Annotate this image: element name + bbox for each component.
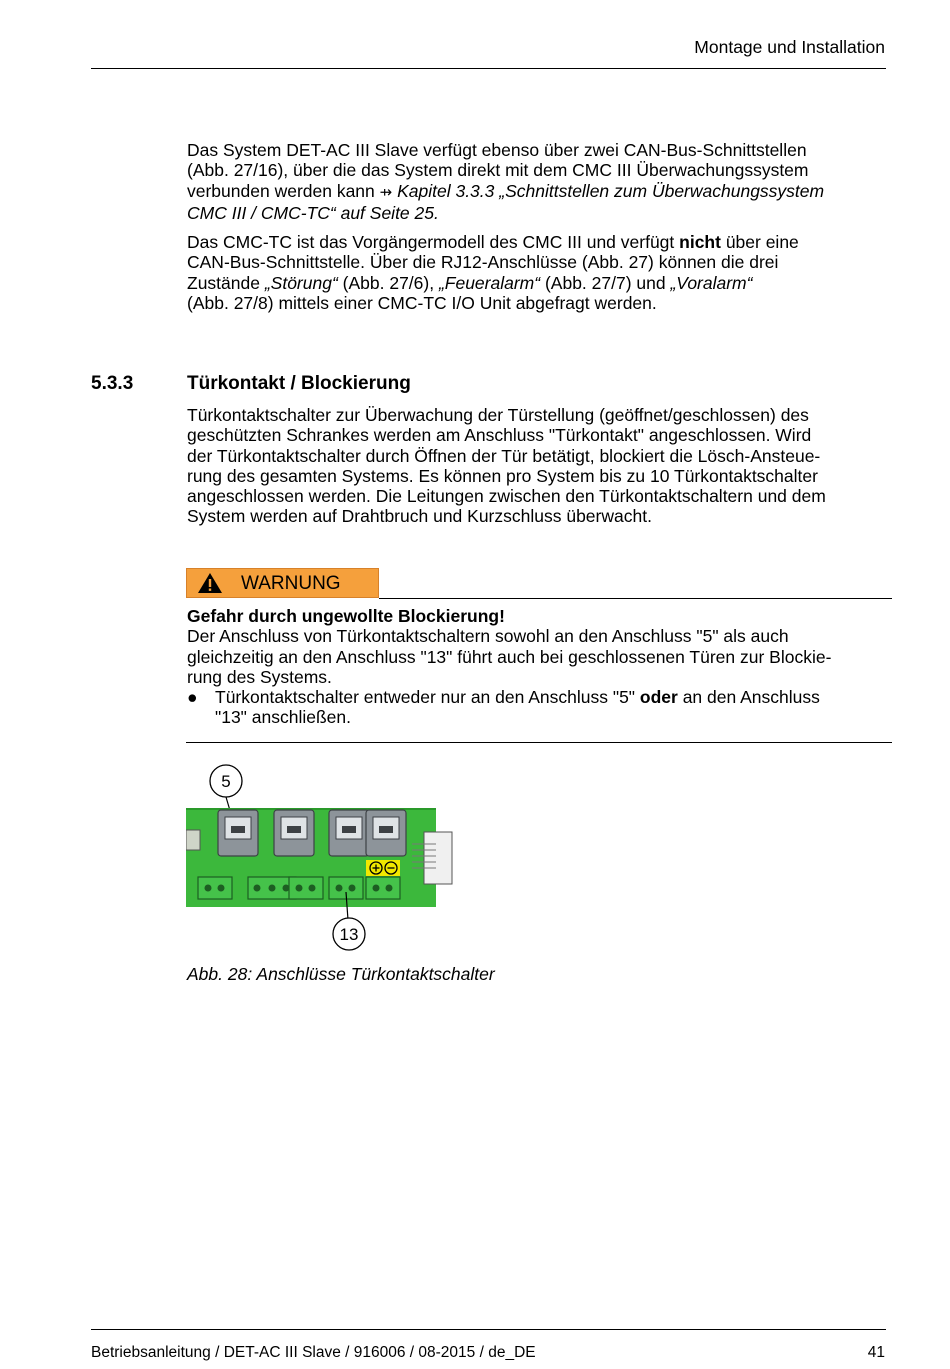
warning-body <box>187 606 892 728</box>
text-line <box>187 181 887 203</box>
paragraph-can-bus <box>187 140 887 223</box>
section-number: 5.3.3 <box>91 373 134 394</box>
state-term: „Störung“ <box>264 272 338 293</box>
state-term: „Voralarm“ <box>670 272 753 293</box>
text-line <box>187 203 887 223</box>
text-line: rung des Systems. <box>187 666 332 687</box>
running-header: Montage und Installation <box>694 37 885 57</box>
text-fragment: Zustände <box>187 272 265 293</box>
text-fragment: verbunden werden kann <box>187 180 380 201</box>
text-fragment: Türkontaktschalter entweder nur an den Anschluss "5" <box>215 687 640 708</box>
bold-word: oder <box>639 687 678 708</box>
text-fragment: an den Anschluss <box>677 687 820 708</box>
state-term: „Feueralarm“ <box>438 272 541 293</box>
bullet-icon: ● <box>187 687 198 708</box>
warning-triangle-icon <box>197 572 223 594</box>
text-line: (Abb. 27/16), über die das System direkt mit dem CMC III Überwachungssystem <box>187 160 809 181</box>
callout-13-label: 13 <box>339 925 359 944</box>
warning-bottom-rule <box>186 742 892 743</box>
text-line: gleichzeitig an den Anschluss "13" führt auch bei geschlossenen Türen zur Blockie- <box>187 646 832 667</box>
text-line <box>187 232 887 252</box>
bullet-continuation: "13" anschließen. <box>215 707 351 728</box>
section-title: Türkontakt / Blockierung <box>187 373 411 394</box>
text-fragment: (Abb. 27/7) und <box>540 272 671 293</box>
text-fragment: über eine <box>720 232 799 252</box>
text-fragment: Das CMC-TC ist das Vorgängermodell des CMC III und verfügt <box>187 232 680 252</box>
figure-caption: Abb. 28: Anschlüsse Türkontaktschalter <box>187 964 495 984</box>
paragraph-door-contact <box>187 405 887 527</box>
page-number: 41 <box>867 1344 885 1361</box>
text-line: der Türkontaktschalter durch Öffnen der Tür betätigt, blockiert die Lösch-Ansteue- <box>187 445 821 466</box>
pcb-photo <box>186 764 456 954</box>
text-line: Das System DET-AC III Slave verfügt ebenso über zwei CAN-Bus-Schnittstellen <box>187 140 807 160</box>
warning-top-rule <box>379 598 892 599</box>
footer-document-info: Betriebsanleitung / DET-AC III Slave / 916006 / 08-2015 / de_DE <box>91 1344 536 1361</box>
bullet-item <box>187 687 892 707</box>
header-rule <box>91 68 886 69</box>
text-fragment: . <box>434 202 439 223</box>
warning-label-box <box>186 568 379 598</box>
cross-reference-link[interactable]: Kapitel 3.3.3 „Schnittstellen zum Überwachungssystem <box>397 180 825 201</box>
text-line: (Abb. 27/8) mittels einer CMC-TC I/O Unit abgefragt werden. <box>187 292 657 313</box>
bold-word: nicht <box>679 232 721 252</box>
callout-5-label: 5 <box>221 772 231 791</box>
warning-heading: Gefahr durch ungewollte Blockierung! <box>187 606 505 626</box>
cross-reference-arrow-icon: ⇸ <box>379 183 393 201</box>
footer-rule <box>91 1329 886 1330</box>
figure-connectors <box>186 764 456 959</box>
text-line: Türkontaktschalter zur Überwachung der Türstellung (geöffnet/geschlossen) des <box>187 405 809 425</box>
text-line: angeschlossen werden. Die Leitungen zwischen den Türkontaktschaltern und dem <box>187 486 826 507</box>
paragraph-cmc-tc <box>187 232 887 313</box>
warning-label: WARNUNG <box>241 573 341 594</box>
text-fragment: (Abb. 27/6), <box>337 272 439 293</box>
text-line <box>187 273 887 293</box>
text-line: System werden auf Drahtbruch und Kurzschluss überwacht. <box>187 506 652 527</box>
text-line: Der Anschluss von Türkontaktschaltern sowohl an den Anschluss "5" als auch <box>187 626 789 647</box>
text-line: CAN-Bus-Schnittstelle. Über die RJ12-Anschlüsse (Abb. 27) können die drei <box>187 252 779 273</box>
text-line: geschützten Schrankes werden am Anschluss "Türkontakt" angeschlossen. Wird <box>187 425 812 446</box>
cross-reference-link-continued[interactable]: CMC III / CMC-TC“ auf Seite 25 <box>187 202 434 223</box>
text-line: rung des gesamten Systems. Es können pro System bis zu 10 Türkontaktschalter <box>187 465 818 486</box>
